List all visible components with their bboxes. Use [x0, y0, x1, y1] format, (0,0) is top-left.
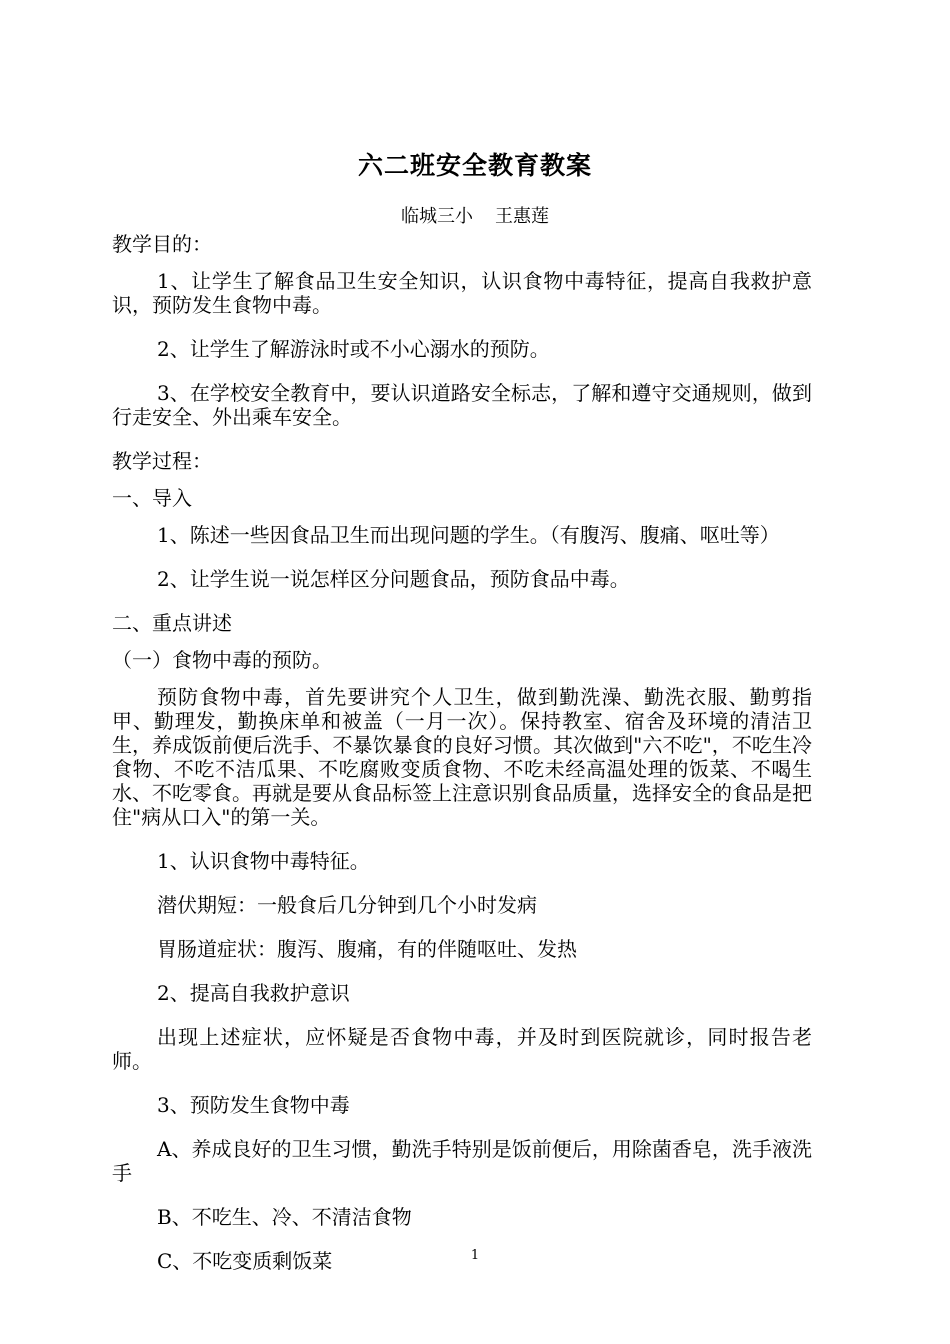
section-heading: 教学目的： [112, 232, 212, 256]
paragraph: 潜伏期短：一般食后几分钟到几个小时发病 [157, 893, 537, 917]
paragraph: 胃肠道症状：腹泻、腹痛，有的伴随呕吐、发热 [157, 937, 577, 961]
paragraph: 1、让学生了解食品卫生安全知识，认识食物中毒特征，提高自我救护意识，预防发生食物中毒。 [112, 269, 812, 317]
paragraph: C、不吃变质剩饭菜 [157, 1249, 333, 1273]
section-heading: （一）食物中毒的预防。 [112, 648, 332, 672]
paragraph: 出现上述症状，应怀疑是否食物中毒，并及时到医院就诊，同时报告老师。 [112, 1025, 812, 1073]
paragraph: 3、在学校安全教育中，要认识道路安全标志，了解和遵守交通规则，做到行走安全、外出乘车安全。 [112, 381, 812, 429]
author-line [0, 202, 950, 228]
author-school: 临城三小 [401, 206, 473, 227]
paragraph: 1、陈述一些因食品卫生而出现问题的学生。（有腹泻、腹痛、呕吐等） [157, 523, 780, 547]
paragraph: A、养成良好的卫生习惯，勤洗手特别是饭前便后，用除菌香皂，洗手液洗手 [112, 1137, 812, 1185]
section-heading: 教学过程： [112, 449, 212, 473]
paragraph: 2、让学生说一说怎样区分问题食品，预防食品中毒。 [157, 567, 630, 591]
paragraph: 2、让学生了解游泳时或不小心溺水的预防。 [157, 337, 550, 361]
page-number: 1 [470, 1248, 480, 1263]
section-heading: 一、导入 [112, 486, 192, 510]
document-body [112, 232, 812, 1293]
paragraph: 3、预防发生食物中毒 [157, 1093, 350, 1117]
document-title: 六二班安全教育教案 [357, 151, 592, 180]
paragraph: 1、认识食物中毒特征。 [157, 849, 370, 873]
paragraph: 预防食物中毒，首先要讲究个人卫生，做到勤洗澡、勤洗衣服、勤剪指甲、勤理发，勤换床单和被盖（一月一次）。保持教室、宿舍及环境的清洁卫生，养成饭前便后洗手、不暴饮暴食的良好习惯。其次做到"六不吃"，不吃生冷食物、不吃不洁瓜果、不吃腐败变质食物、不吃未经高温处理的饭菜、不喝生水、不吃零食。再就是要从食品标签上注意识别食品质量，选择安全的食品是把住"病从口入"的第一关。 [112, 685, 812, 829]
paragraph: 2、提高自我救护意识 [157, 981, 350, 1005]
paragraph: B、不吃生、冷、不清洁食物 [157, 1205, 412, 1229]
author-name: 王惠莲 [495, 206, 549, 227]
section-heading: 二、重点讲述 [112, 611, 232, 635]
